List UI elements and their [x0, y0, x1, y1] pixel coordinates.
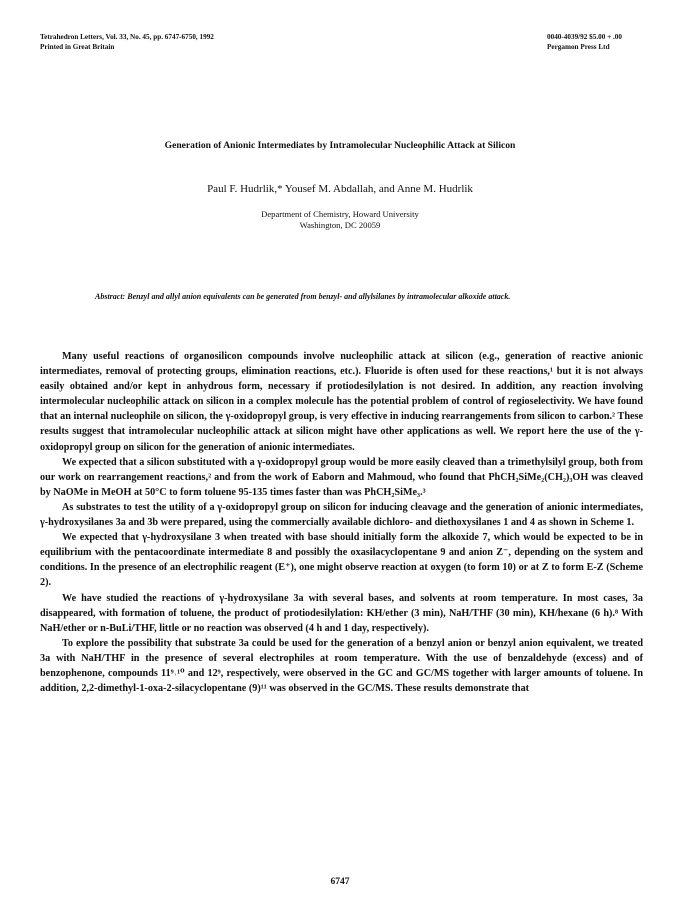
printed-in: Printed in Great Britain [40, 43, 115, 51]
abstract-text: Benzyl and allyl anion equivalents can be generated from benzyl- and allylsilanes by intramolecular alkoxide attack. [127, 292, 511, 301]
affiliation [40, 209, 640, 231]
abstract-label: Abstract: [95, 292, 126, 301]
affiliation-city: Washington, DC 20059 [299, 220, 381, 230]
affiliation-department: Department of Chemistry, Howard University [261, 209, 419, 219]
body-paragraph: We expected that γ-hydroxysilane 3 when treated with base should initially form the alkoxide 7, which would be expected to be in equilibrium with the pentacoordinate intermediate 8 and possibly the oxasilacyclopentane 9 and anion Z⁻, depending on the system and conditions. In the presence of an electrophilic reagent (E⁺), one might observe reaction at oxygen (to form 10) or at Z to form E-Z (Scheme 2). [40, 532, 643, 589]
article-title: Generation of Anionic Intermediates by Intramolecular Nucleophilic Attack at Silicon [164, 140, 516, 151]
journal-citation: Tetrahedron Letters, Vol. 33, No. 45, pp. 6747-6750, 1992 [40, 33, 214, 41]
author-list: Paul F. Hudrlik,* Yousef M. Abdallah, and Anne M. Hudrlik [207, 183, 473, 195]
publisher: Pergamon Press Ltd [547, 43, 610, 51]
article-body [40, 349, 643, 696]
body-paragraph: As substrates to test the utility of a γ-oxidopropyl group on silicon for inducing cleavage and the generation of anionic intermediates, γ-hydroxysilanes 3a and 3b were prepared, using the commercially available dichloro- and diethoxysilanes 1 and 4 as shown in Scheme 1. [40, 501, 643, 529]
running-header-right [547, 32, 622, 52]
body-paragraph: We have studied the reactions of γ-hydroxysilane 3a with several bases, and solvents at room temperature. In most cases, 3a disappeared, with formation of toluene, the product of protiodesilylation: KH/ether (3 min), NaH/THF (30 min), KH/hexane (6 h).⁸ With NaH/ether or n-BuLi/THF, little or no reaction was observed (4 h and 1 day, respectively). [40, 592, 643, 634]
body-paragraph: To explore the possibility that substrate 3a could be used for the generation of a benzyl anion or benzyl anion equivalent, we treated 3a with NaH/THF in the presence of several electrophiles at room temperature. With the use of benzaldehyde (excess) and of benzophenone, compounds 11⁹˒¹⁰ and 12⁹, respectively, were observed in the GC and GC/MS together with larger amounts of toluene. In addition, 2,2-dimethyl-1-oxa-2-silacyclopentane (9)¹¹ was observed in the GC/MS. These results demonstrate that [40, 637, 643, 695]
body-paragraph: We expected that a silicon substituted with a γ-oxidopropyl group would be more easily cleaved than a trimethylsilyl group, both from our work on rearrangement reactions,² and from the work of Eaborn and Mahmoud, who found that PhCH₂SiMe₂(CH₂)₃OH was cleaved by NaOMe in MeOH at 50°C to form toluene 95-135 times faster than was PhCH₂SiMe₃.³ [40, 456, 643, 498]
issn-price: 0040-4039/92 $5.00 + .00 [547, 33, 622, 41]
body-paragraph: Many useful reactions of organosilicon compounds involve nucleophilic attack at silicon (e.g., generation of reactive anionic intermediates, removal of protecting groups, elimination reactions, etc.). Fluoride is often used for these reactions,¹ but it is not always easily obtained and/or kept in anhydrous form, necessary if protiodesilylation is not desired. In addition, any reaction involving intermolecular nucleophilic attack on silicon in a complex molecule has the potential problem of control of regioselectivity. We have found that an internal nucleophile on silicon, the γ-oxidopropyl group, is very effective in inducing rearrangements from silicon to carbon.² These results suggest that intramolecular nucleophilic attack at silicon might have other applications as well. We report here the use of the γ-oxidopropyl group on silicon for the generation of anionic intermediates. [40, 351, 643, 453]
page-number: 6747 [330, 877, 350, 887]
abstract [95, 291, 605, 302]
running-header-left [40, 32, 214, 52]
